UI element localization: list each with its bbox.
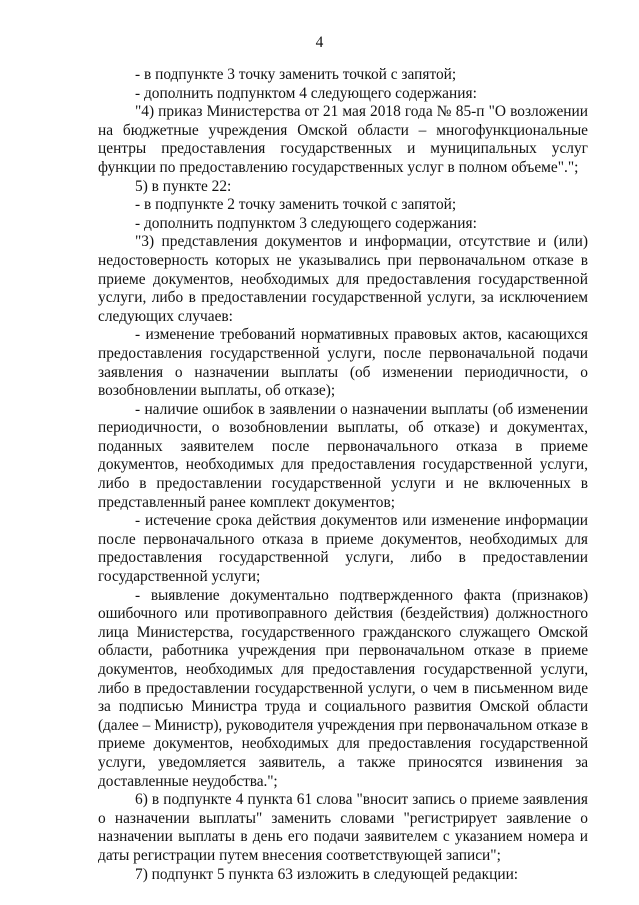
paragraph-5: - в подпункте 2 точку заменить точкой с запятой; [135, 196, 457, 214]
paragraph-2: - дополнить подпунктом 4 следующего содержания: [135, 84, 477, 102]
page-number: 4 [315, 34, 324, 51]
paragraph-9: - наличие ошибок в заявлении о назначении выплаты (об изменении периодичности, о возобновлении выплаты, об отказе) и документах, поданных заявителем после первоначального отказа в приеме документов, необходимых для предоставления государственной услуги, либо в предоставлении государственной услуги и не включенных в представленный ранее комплект документов; [98, 400, 588, 511]
paragraph-10: - истечение срока действия документов или изменение информации после первоначального отказа в приеме документов, необходимых для предоставления государственной услуги, либо в предоставлении государственной услуги; [98, 512, 588, 586]
paragraph-13: 7) подпункт 5 пункта 63 изложить в следующей редакции: [135, 865, 519, 883]
paragraph-1: - в подпункте 3 точку заменить точкой с запятой; [135, 66, 457, 83]
paragraph-11: - выявление документально подтвержденного факта (признаков) ошибочного или противоправного действия (бездействия) должностного лица Министерства, государственного гражданского служащего Омской области, работника учреждения при первоначальном отказе в приеме документов, необходимых для предоставления государственной услуги, либо в предоставлении государственной услуги, о чем в письменном виде за подписью Министра труда и социального развития Омской области (далее – Министр), руководителя учреждения при первоначальном отказе в приеме документов, необходимых для предоставления государственной услуги, уведомляется заявитель, а также приносятся извинения за доставленные неудобства."; [98, 586, 588, 790]
paragraph-4: 5) в пункте 22: [135, 177, 232, 195]
paragraph-8: - изменение требований нормативных правовых актов, касающихся предоставления государственной услуги, после первоначальной подачи заявления о назначении выплаты (об изменении периодичности, о возобновлении выплаты, об отказе); [98, 326, 588, 400]
document-body [98, 66, 588, 884]
paragraph-7: "3) представления документов и информации, отсутствие и (или) недостоверность которых не указывались при первоначальном отказе в приеме документов, необходимых для предоставления государственной услуги, либо в предоставлении государственной услуги, за исключением следующих случаев: [98, 233, 588, 325]
paragraph-6: - дополнить подпунктом 3 следующего содержания: [135, 214, 477, 232]
paragraph-12: 6) в подпункте 4 пункта 61 слова "вносит запись о приеме заявления о назначении выплаты" заменить словами "регистрирует заявление о назначении выплаты в день его подачи заявителем с указанием номера и даты регистрации путем внесения соответствующей записи"; [98, 791, 588, 864]
paragraph-3: "4) приказ Министерства от 21 мая 2018 года № 85-п "О возложении на бюджетные учреждения Омской области – многофункциональные центры предоставления государственных и муниципальных услуг функции по предоставлению государственных услуг в полном объеме"."; [98, 103, 588, 176]
